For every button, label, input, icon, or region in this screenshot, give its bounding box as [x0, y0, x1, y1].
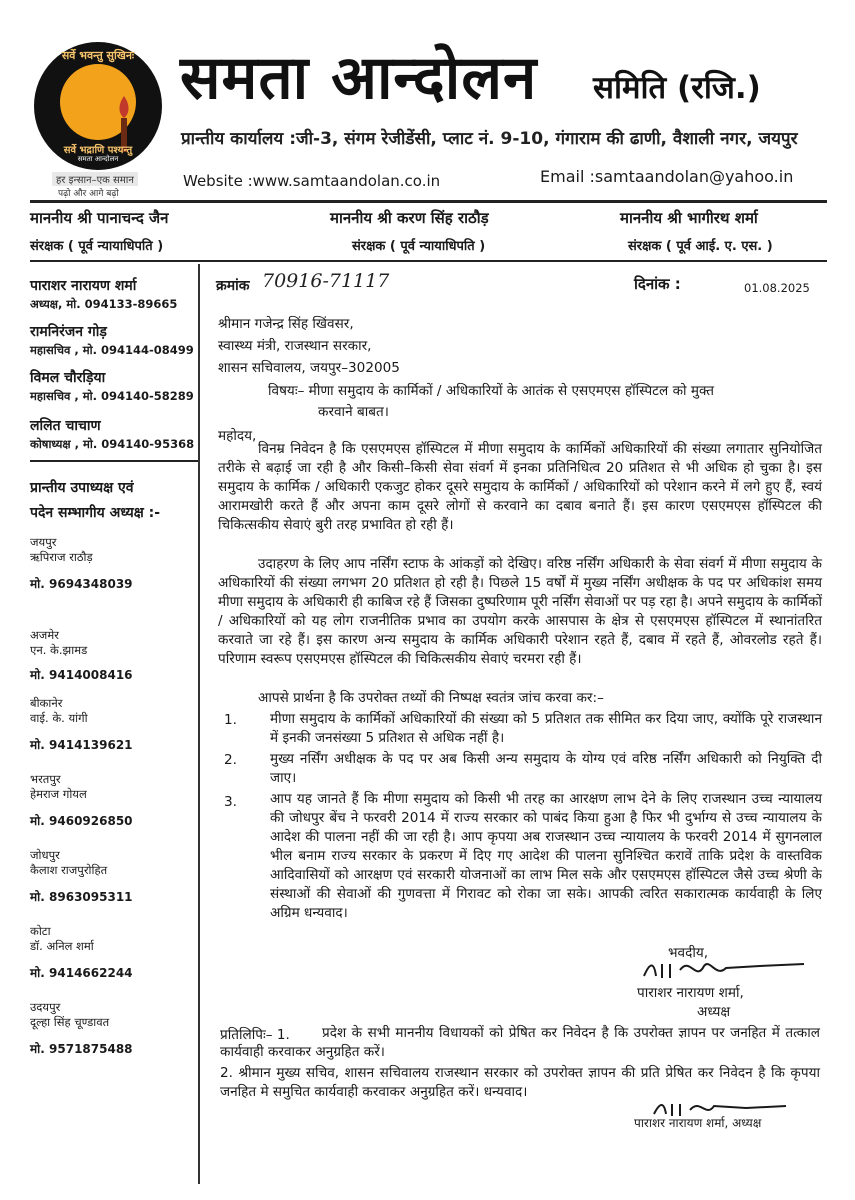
bearer-4-detail: कोषाध्यक्ष , मो. 094140-95368 — [30, 437, 195, 451]
patron-3-name: माननीय श्री भागीरथ शर्मा — [620, 209, 758, 227]
addressee-block — [218, 313, 400, 379]
bearer-4-name: ललित चाचाण — [30, 418, 101, 434]
divisional-heading-line-1: प्रान्तीय उपाध्यक्ष एवं — [30, 480, 134, 496]
bearer-2-name: रामनिरंजन गोड़ — [30, 324, 107, 340]
logo-emblem — [60, 64, 136, 140]
subject-line-1: विषयः– मीणा समुदाय के कार्मिकों / अधिकारियों के आतंक से एसएमएस हॉस्पिटल को मुक्त — [268, 383, 715, 399]
addressee-line: स्वास्थ्य मंत्री, राजस्थान सरकार, — [218, 338, 372, 354]
bearer-3-name: विमल चौरड़िया — [30, 370, 106, 386]
org-logo — [34, 42, 162, 170]
patron-3-role: संरक्षक ( पूर्व आई. ए. एस. ) — [628, 239, 773, 254]
bearer-1-detail: अध्यक्ष, मो. 094133-89665 — [30, 297, 178, 311]
division-phone: मो. 9414139621 — [30, 738, 133, 752]
division-name: एन. के.झामड — [30, 643, 88, 657]
division-phone: मो. 9571875488 — [30, 1042, 133, 1056]
website-link[interactable]: Website :www.samtaandolan.co.in — [183, 172, 441, 190]
bottom-signatory: पाराशर नारायण शर्मा, अध्यक्ष — [634, 1116, 762, 1130]
header-divider — [30, 200, 827, 203]
bearer-3-detail: महासचिव , मो. 094140-58289 — [30, 389, 194, 403]
email-link[interactable]: Email :samtaandolan@yahoo.in — [540, 167, 794, 186]
division-city: बीकानेर — [30, 696, 63, 710]
addressee-line: शासन सचिवालय, जयपुर–302005 — [218, 360, 400, 376]
point-1-number: 1. — [224, 712, 237, 728]
salutation: महोदय, — [218, 428, 257, 444]
subject-block — [268, 381, 828, 423]
divisional-heading — [30, 478, 160, 522]
sidebar-divider-2 — [30, 460, 198, 462]
division-item — [30, 772, 195, 838]
bearer-2-detail: महासचिव , मो. 094144-08499 — [30, 343, 194, 357]
addressee-line: श्रीमान गजेन्द्र सिंह खिंवसर, — [218, 316, 354, 332]
division-item — [30, 924, 195, 990]
point-3-text: आप यह जानते हैं कि मीणा समुदाय को किसी भी तरह का आरक्षण लाभ देने के लिए राजस्थान उच्च न्यायालय की जोधपुर बेंच ने फरवरी 2014 में राज्य सरकार को पाबंद किया हुआ है फिर भी दुर्भाग्य से उच्च न्यायालय के आदेश की पालना नहीं की जा रही है। आप कृपया अब राजस्थान उच्च न्यायालय के फरवरी 2014 में सुगनलाल भील बनाम राज्य सरकार के प्रकरण में दिए गए आदेश की पालना सुनिश्चित करावें ताकि प्रदेश के वास्तविक आदिवासियों को आरक्षण एवं सरकारी योजनाओं का लाभ मिल सके और एसएमएस हॉस्पिटल जैसे उच्च श्रेणी के संस्थाओं की सेवाओं की गुणवत्ता में गिरावट को रोका जा सके। आपकी त्वरित सकारात्मक कार्यवाही के लिए अग्रिम धन्यवाद। — [270, 791, 822, 921]
signatory-name: पाराशर नारायण शर्मा, — [637, 985, 744, 1001]
division-name: कैलाश राजपुरोहित — [30, 863, 108, 877]
division-phone: मो. 9694348039 — [30, 577, 133, 591]
signature-icon — [640, 952, 810, 986]
date-label: दिनांक : — [634, 275, 681, 293]
division-phone: मो. 9414008416 — [30, 668, 133, 682]
division-city: अजमेर — [30, 628, 59, 642]
patron-2-name: माननीय श्री करण सिंह राठौड़ — [330, 209, 489, 227]
bearer-1-name: पाराशर नारायण शर्मा — [30, 278, 137, 294]
office-address: प्रान्तीय कार्यालय :जी-3, संगम रेजीडेंसी, प्लाट नं. 9-10, गंगाराम की ढाणी, वैशाली नगर, जयपुर — [181, 129, 798, 149]
division-item — [30, 535, 195, 628]
cc-label: प्रतिलिपिः– 1. — [220, 1027, 290, 1043]
cc-item-1: प्रदेश के सभी माननीय विधायकों को प्रेषित कर निवेदन है कि उपरोक्त ज्ञापन पर जनहित में तत्काल कार्यवाही करवाकर अनुग्रहित करें। — [220, 1025, 820, 1060]
division-item — [30, 628, 195, 686]
signatory-role: अध्यक्ष — [697, 1004, 731, 1020]
divisional-heading-line-2: पदेन सम्भागीय अध्यक्ष :- — [30, 505, 161, 521]
logo-motto-top: सर्वे भवन्तु सुखिनः — [61, 49, 135, 62]
division-phone: मो. 9414662244 — [30, 966, 133, 980]
division-name: वाई. के. यांगी — [30, 711, 88, 725]
division-city: जोधपुर — [30, 848, 60, 862]
point-2-text: मुख्य नर्सिंग अधीक्षक के पद पर अब किसी अन्य समुदाय के योग्य एवं वरिष्ठ नर्सिंग अधिकारी को नियुक्ति दी जाए। — [270, 751, 822, 786]
org-name: समता आन्दोलन — [180, 43, 538, 113]
patron-divider — [30, 260, 827, 262]
request-line: आपसे प्रार्थना है कि उपरोक्त तथ्यों की निष्पक्ष स्वतंत्र जांच करवा कर:– — [258, 690, 604, 706]
cc-item-2: 2. श्रीमान मुख्य सचिव, शासन सचिवालय राजस्थान सरकार को उपरोक्त ज्ञापन की प्रति प्रेषित कर निवेदन है कि कृपया जनहित मे समुचित कार्यवाही करवाकर अनुग्रहित करें। धन्यवाद। — [220, 1065, 820, 1100]
point-2-number: 2. — [224, 752, 237, 768]
logo-slogan: पढ़ो और आगे बढ़ो — [58, 189, 119, 199]
division-name: हेमराज गोयल — [30, 787, 87, 801]
point-1-text: मीणा समुदाय के कार्मिकों अधिकारियों की संख्या को 5 प्रतिशत तक सीमित कर दिया जाए, क्योंकि पूरे राजस्थान में इनकी जनसंख्या 5 प्रतिशत से अधिक नहीं है। — [270, 711, 822, 746]
paragraph-1: विनम्र निवेदन है कि एसएमएस हॉस्पिटल में मीणा समुदाय के कार्मिकों अधिकारियों की संख्या लगातार सुनियोजित तरीके से बढ़ाई जा रही है और किसी–किसी सेवा संवर्ग में इनका प्रतिनिधित्व 20 प्रतिशत से भी अधिक हो चुका है। इस समुदाय के कार्मिक / अधिकारी एकजुट होकर दूसरे समुदाय के कार्मिकों / अधिकारियों को परेशान करने में लगे हुए हैं, स्वयं आरामखोरी करते हैं और अपना काम दूसरे लोगों से करवाने का दबाव बनाते हैं। इस कारण एसएमएस हॉस्पिटल की चिकित्सकीय सेवाएं बुरी तरह प्रभावित हो रही हैं। — [218, 441, 822, 533]
logo-motto-bottom: सर्वे भद्राणि पश्यन्तु — [63, 145, 133, 156]
division-city: कोटा — [30, 924, 51, 938]
logo-small-name: समता आन्दोलन — [77, 155, 119, 163]
logo-tagline: हर इन्सान–एक समान — [52, 172, 138, 186]
paragraph-2: उदाहरण के लिए आप नर्सिंग स्टाफ के आंकड़ों को देखिए। वरिष्ठ नर्सिंग अधिकारी के सेवा संवर्ग में मीणा समुदाय के अधिकारियों की संख्या लगभग 20 प्रतिशत हो रही है। पिछले 15 वर्षों में मुख्य नर्सिंग अधीक्षक के पद पर अधिकांश समय मीणा समुदाय के अधिकारी ही काबिज रहे हैं जिसका दुष्परिणाम पूरी नर्सिंग सेवाओं पर पड़ रहा है। अपने समुदाय के कार्मिकों / अधिकारियों को यह लोग राजनीतिक प्रभाव का उपयोग करके आसपास के क्षेत्र से एसएमएस हॉस्पिटल में स्थानांतरित करवाते जा रहे हैं। इस कारण अन्य समुदाय के कार्मिक अधिकारी परेशान रहते हैं, दबाव में रहते हैं, ओवरलोड रहते हैं। परिणाम स्वरूप एसएमएस हॉस्पिटल की चिकित्सकीय सेवाएं चरमरा रही हैं। — [218, 556, 822, 667]
patron-1-role: संरक्षक ( पूर्व न्यायाधिपति ) — [30, 239, 164, 254]
sidebar-divider — [198, 264, 200, 1184]
division-name: दूल्हा सिंह चूण्डावत — [30, 1015, 110, 1029]
division-item — [30, 696, 195, 762]
point-3-number: 3. — [224, 794, 237, 810]
division-name: डॉ. अनिल शर्मा — [30, 939, 94, 953]
division-name: ऋपिराज राठौड़ — [30, 550, 93, 564]
division-phone: मो. 8963095311 — [30, 890, 133, 904]
org-suffix: समिति (रजि.) — [593, 70, 761, 106]
division-phone: मो. 9460926850 — [30, 814, 133, 828]
division-city: उदयपुर — [30, 1000, 61, 1014]
ref-number: 70916-71117 — [262, 270, 390, 292]
date-value: 01.08.2025 — [744, 281, 810, 295]
patron-2-role: संरक्षक ( पूर्व न्यायाधिपति ) — [352, 239, 486, 254]
ref-label: क्रमांक — [216, 278, 250, 294]
division-city: जयपुर — [30, 535, 57, 549]
divisions-list — [30, 535, 195, 1066]
division-item — [30, 1000, 195, 1066]
division-city: भरतपुर — [30, 772, 61, 786]
sidebar-office-bearers — [30, 276, 194, 452]
subject-line-2: करवाने बाबत। — [318, 404, 389, 420]
closing: भवदीय, — [668, 945, 709, 961]
patron-1-name: माननीय श्री पानाचन्द जैन — [30, 209, 169, 227]
division-item — [30, 848, 195, 914]
